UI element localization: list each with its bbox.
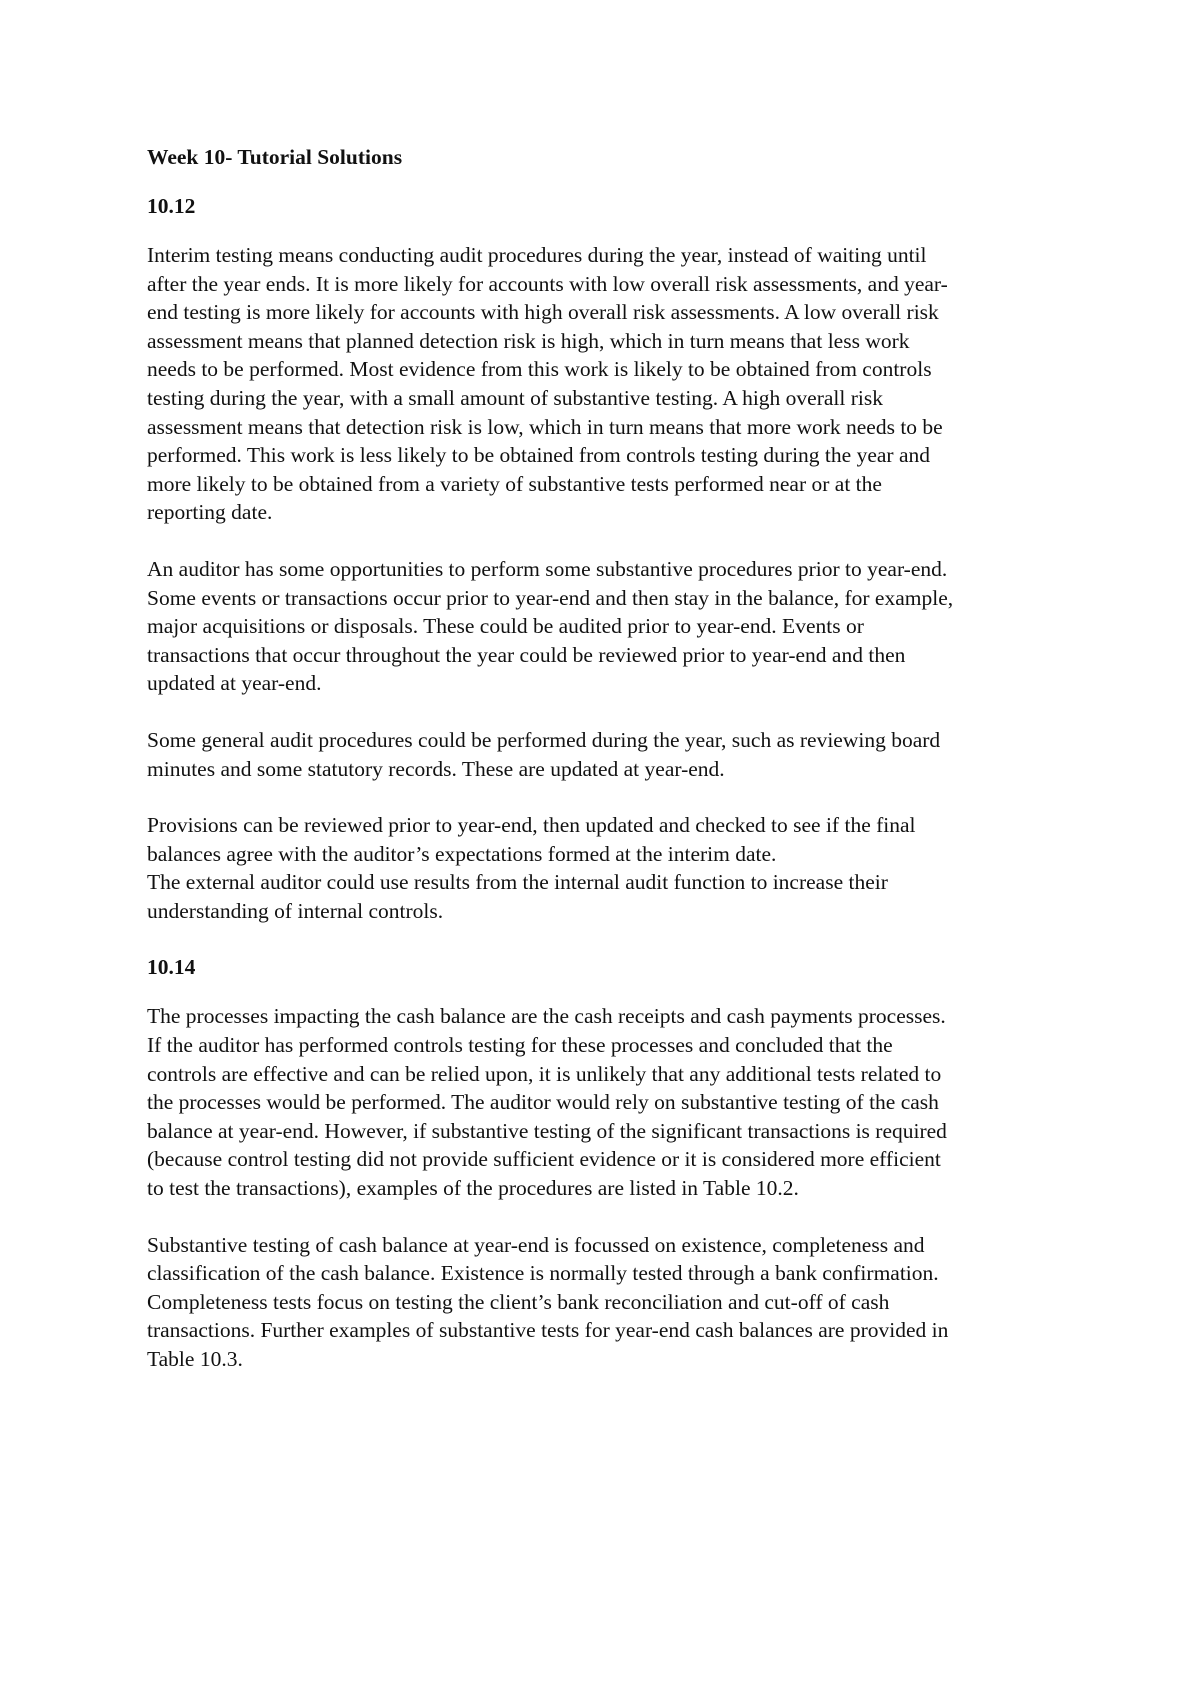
document-page	[147, 143, 1067, 1384]
text-line: assessment means that detection risk is low, which in turn means that more work needs to be	[147, 414, 943, 439]
paragraph	[147, 1231, 1067, 1374]
text-line: Table 10.3.	[147, 1347, 243, 1371]
section-10-12	[147, 192, 1067, 925]
text-line: after the year ends. It is more likely for accounts with low overall risk assessments, and year-	[147, 271, 948, 296]
text-line: testing during the year, with a small amount of substantive testing. A high overall risk	[147, 385, 883, 410]
section-heading: 10.14	[147, 955, 196, 980]
text-line: transactions that occur throughout the year could be reviewed prior to year-end and then	[147, 642, 906, 667]
text-line: Provisions can be reviewed prior to year-end, then updated and checked to see if the final	[147, 813, 916, 838]
text-line: Some general audit procedures could be performed during the year, such as reviewing board	[147, 727, 941, 752]
text-line: Completeness tests focus on testing the client’s bank reconciliation and cut-off of cash	[147, 1289, 890, 1314]
section-heading: 10.12	[147, 194, 196, 218]
paragraph	[147, 1002, 1067, 1202]
text-line: (because control testing did not provide sufficient evidence or it is considered more efficient	[147, 1147, 941, 1172]
text-line: more likely to be obtained from a variety of substantive tests performed near or at the	[147, 471, 882, 496]
text-line: balances agree with the auditor’s expectations formed at the interim date.	[147, 841, 777, 866]
text-line: transactions. Further examples of substantive tests for year-end cash balances are provided in	[147, 1318, 949, 1343]
text-line: understanding of internal controls.	[147, 898, 444, 923]
document-title: Week 10- Tutorial Solutions	[147, 145, 403, 169]
text-line: classification of the cash balance. Existence is normally tested through a bank confirmation.	[147, 1261, 939, 1286]
text-line: minutes and some statutory records. These are updated at year-end.	[147, 756, 725, 781]
text-line: Interim testing means conducting audit procedures during the year, instead of waiting until	[147, 243, 927, 267]
paragraph	[147, 726, 1067, 783]
text-line: the processes would be performed. The auditor would rely on substantive testing of the cash	[147, 1090, 939, 1115]
paragraph	[147, 241, 1067, 527]
text-line: If the auditor has performed controls testing for these processes and concluded that the	[147, 1033, 893, 1058]
text-line: An auditor has some opportunities to perform some substantive procedures prior to year-end.	[147, 556, 948, 581]
text-line: end testing is more likely for accounts with high overall risk assessments. A low overall risk	[147, 300, 939, 325]
text-line: assessment means that planned detection risk is high, which in turn means that less work	[147, 328, 910, 353]
text-line: performed. This work is less likely to be obtained from controls testing during the year and	[147, 443, 930, 468]
text-line: The processes impacting the cash balance are the cash receipts and cash payments processes.	[147, 1004, 946, 1029]
text-line: updated at year-end.	[147, 671, 322, 696]
paragraph	[147, 555, 1067, 698]
text-line: Substantive testing of cash balance at year-end is focussed on existence, completeness and	[147, 1232, 925, 1257]
text-line: controls are effective and can be relied upon, it is unlikely that any additional tests related to	[147, 1061, 942, 1086]
section-10-14	[147, 953, 1067, 1373]
text-line: needs to be performed. Most evidence from this work is likely to be obtained from controls	[147, 357, 932, 382]
text-line: to test the transactions), examples of the procedures are listed in Table 10.2.	[147, 1176, 799, 1201]
text-line: balance at year-end. However, if substantive testing of the significant transactions is required	[147, 1118, 947, 1143]
text-line: major acquisitions or disposals. These could be audited prior to year-end. Events or	[147, 614, 864, 639]
paragraph	[147, 811, 1067, 925]
text-line: reporting date.	[147, 500, 273, 525]
text-line: Some events or transactions occur prior to year-end and then stay in the balance, for example,	[147, 585, 954, 610]
text-line: The external auditor could use results from the internal audit function to increase their	[147, 870, 888, 895]
